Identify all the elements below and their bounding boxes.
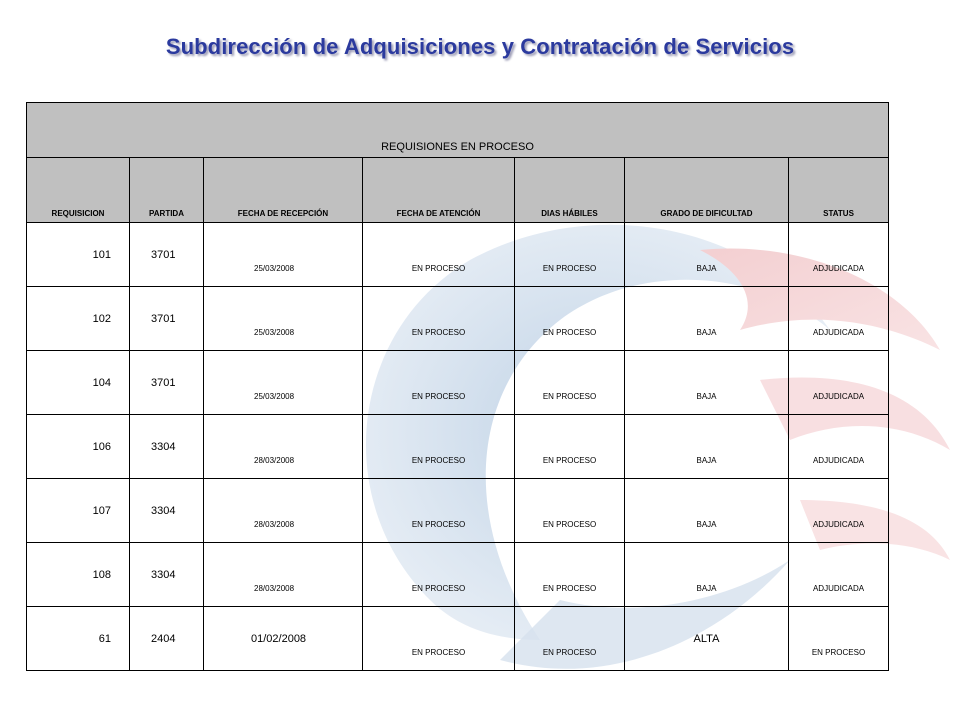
fecha-recepcion-cell: 25/03/2008 [204, 223, 363, 287]
dias-habiles-cell: EN PROCESO [515, 607, 625, 671]
table-row [27, 351, 889, 415]
dias-habiles-cell: EN PROCESO [515, 223, 625, 287]
grado-dificultad-cell: BAJA [625, 287, 789, 351]
requisicion-cell: 61 [27, 607, 130, 671]
fecha-recepcion-cell: 28/03/2008 [204, 479, 363, 543]
grado-dificultad-cell: ALTA [625, 607, 789, 671]
partida-cell: 3701 [130, 287, 204, 351]
dias-habiles-cell: EN PROCESO [515, 479, 625, 543]
status-cell: ADJUDICADA [789, 479, 889, 543]
grado-dificultad-cell: BAJA [625, 479, 789, 543]
column-header-requisicion: REQUISICION [27, 158, 130, 223]
requisicion-cell: 102 [27, 287, 130, 351]
grado-dificultad-cell: BAJA [625, 415, 789, 479]
page-title: Subdirección de Adquisiciones y Contratación de Servicios [165, 34, 795, 59]
fecha-atencion-cell: EN PROCESO [363, 607, 515, 671]
partida-cell: 3304 [130, 415, 204, 479]
table-row [27, 543, 889, 607]
table-row [27, 479, 889, 543]
fecha-recepcion-cell: 25/03/2008 [204, 287, 363, 351]
column-header-fecha-atencion: FECHA DE ATENCIÓN [363, 158, 515, 223]
grado-dificultad-cell: BAJA [625, 543, 789, 607]
dias-habiles-cell: EN PROCESO [515, 543, 625, 607]
table-row [27, 287, 889, 351]
fecha-atencion-cell: EN PROCESO [363, 351, 515, 415]
status-cell: ADJUDICADA [789, 351, 889, 415]
dias-habiles-cell: EN PROCESO [515, 415, 625, 479]
grado-dificultad-cell: BAJA [625, 223, 789, 287]
fecha-atencion-cell: EN PROCESO [363, 479, 515, 543]
requisicion-cell: 107 [27, 479, 130, 543]
status-cell: ADJUDICADA [789, 223, 889, 287]
table-row [27, 415, 889, 479]
fecha-recepcion-cell: 28/03/2008 [204, 415, 363, 479]
fecha-recepcion-cell: 25/03/2008 [204, 351, 363, 415]
status-cell: ADJUDICADA [789, 415, 889, 479]
requisicion-cell: 104 [27, 351, 130, 415]
requisicion-cell: 106 [27, 415, 130, 479]
fecha-recepcion-cell: 01/02/2008 [204, 607, 363, 671]
requisicion-cell: 108 [27, 543, 130, 607]
table-title: REQUISIONES EN PROCESO [27, 103, 889, 158]
requisicion-cell: 101 [27, 223, 130, 287]
column-header-fecha-recepcion: FECHA DE RECEPCIÓN [204, 158, 363, 223]
partida-cell: 3304 [130, 543, 204, 607]
status-cell: ADJUDICADA [789, 543, 889, 607]
dias-habiles-cell: EN PROCESO [515, 351, 625, 415]
column-header-partida: PARTIDA [130, 158, 204, 223]
grado-dificultad-cell: BAJA [625, 351, 789, 415]
partida-cell: 3304 [130, 479, 204, 543]
fecha-atencion-cell: EN PROCESO [363, 415, 515, 479]
fecha-atencion-cell: EN PROCESO [363, 223, 515, 287]
status-cell: EN PROCESO [789, 607, 889, 671]
dias-habiles-cell: EN PROCESO [515, 287, 625, 351]
column-header-grado-dificultad: GRADO DE DIFICULTAD [625, 158, 789, 223]
requisitions-table [26, 102, 889, 671]
partida-cell: 3701 [130, 351, 204, 415]
partida-cell: 2404 [130, 607, 204, 671]
table-row [27, 607, 889, 671]
status-cell: ADJUDICADA [789, 287, 889, 351]
partida-cell: 3701 [130, 223, 204, 287]
table-row [27, 223, 889, 287]
fecha-atencion-cell: EN PROCESO [363, 287, 515, 351]
column-header-status: STATUS [789, 158, 889, 223]
column-header-dias-habiles: DIAS HÁBILES [515, 158, 625, 223]
fecha-atencion-cell: EN PROCESO [363, 543, 515, 607]
fecha-recepcion-cell: 28/03/2008 [204, 543, 363, 607]
